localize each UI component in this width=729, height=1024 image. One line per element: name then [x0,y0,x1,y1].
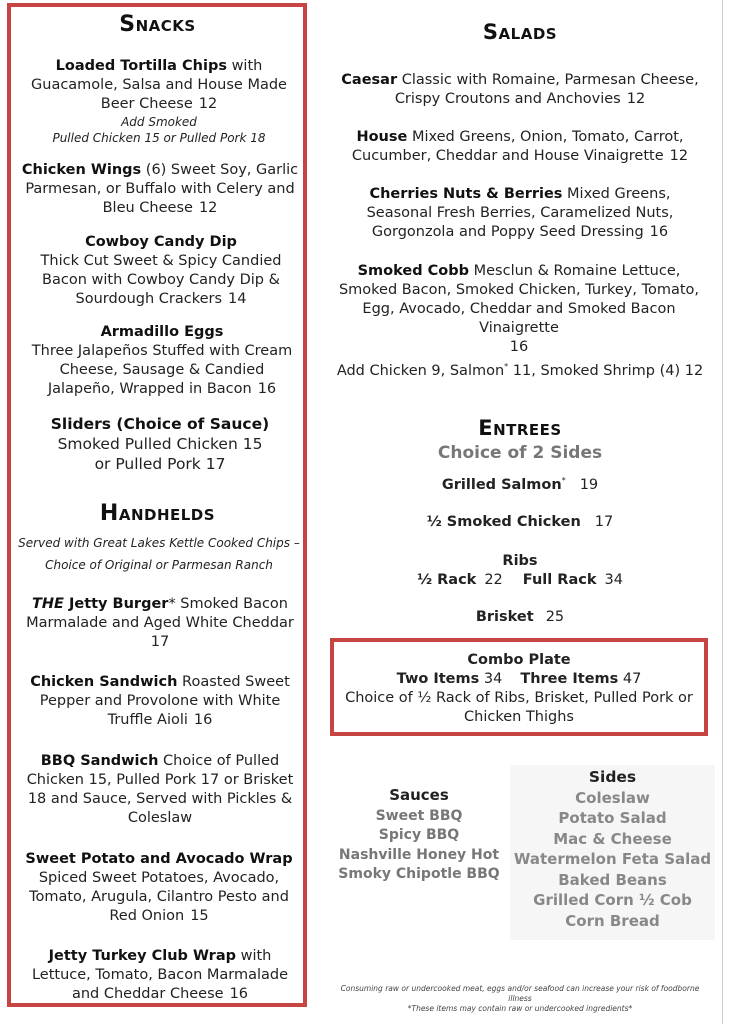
salads-title: Salads [482,20,558,44]
menu-item-caesar [335,71,705,109]
menu-item-chicken-sandwich [22,673,298,730]
salad-addons [330,357,710,381]
item-desc: or Pulled Pork 17 [94,455,226,473]
disclaimer-line: Consuming raw or undercooked meat, eggs and/or seafood can increase your risk of foodborne illness [340,984,700,1003]
menu-item-loaded-tortilla-chips [18,57,300,146]
item-name: Chicken Sandwich [30,674,178,690]
item-desc: Choice of Pulled Chicken 15, Pulled Pork 17 or Brisket 18 and Sauce, Served with Pickles & Coleslaw [26,753,294,826]
item-price: 25 [545,609,565,625]
item-name: Armadillo Eggs [100,324,224,340]
ribs-full-price: 34 [604,572,623,588]
subtitle-line: Served with Great Lakes Kettle Cooked Chips – [18,536,300,550]
item-name: Smoked Cobb [357,263,470,279]
side-item: Baked Beans [558,870,667,889]
item-name: Loaded Tortilla Chips [55,58,227,74]
item-price: 16 [649,224,669,240]
item-price: 14 [228,291,247,307]
entree-smoked-chicken [330,514,710,530]
item-name: Chicken Wings [21,162,142,178]
sauce-item: Smoky Chipotle BBQ [338,866,500,882]
item-star: * [168,596,176,612]
item-price: 15 [190,908,209,924]
item-note: Add Smoked [121,115,197,129]
entree-ribs [330,552,710,590]
item-price: 17 [150,634,170,650]
sauces-list [338,786,500,885]
item-price: 16 [257,381,277,397]
item-name: Sweet Potato and Avocado Wrap [25,851,293,867]
menu-item-jetty-burger [20,595,300,652]
item-price: 17 [594,514,614,530]
disclaimer-line: *These items may contain raw or undercooked ingredients* [407,1004,633,1013]
page-edge-divider [722,0,723,1024]
item-desc: Mixed Greens, Onion, Tomato, Carrot, Cucumber, Cheddar and House Vinaigrette [351,129,684,164]
item-name: Sliders (Choice of Sauce) [50,415,270,433]
item-price: 12 [198,96,218,112]
menu-item-sliders [20,414,300,474]
item-price: 16 [229,986,249,1002]
item-desc: Roasted Sweet Pepper and Provolone with White Truffle Aioli [39,674,290,728]
item-desc: Mixed Greens, Seasonal Fresh Berries, Caramelized Nuts, Gorgonzola and Poppy Seed Dressing [366,186,674,240]
sauce-item: Spicy BBQ [378,827,460,843]
menu-item-chicken-wings [20,161,300,218]
entrees-subtitle: Choice of 2 Sides [437,443,603,463]
ribs-full: Full Rack [522,572,597,588]
handhelds-title: Handhelds [99,501,216,526]
menu-item-cowboy-candy-dip [26,233,296,309]
item-price: 19 [579,476,599,493]
menu-item-sweet-potato-wrap [18,850,300,926]
side-item: Watermelon Feta Salad [513,850,712,868]
entrees-title: Entrees [478,416,562,440]
item-desc: Mesclun & Romaine Lettuce, Smoked Bacon, Smoked Chicken, Turkey, Tomato, Egg, Avocado, Cheddar and Smoked Bacon Vinaigrette [338,263,700,336]
item-prefix: THE [31,596,64,612]
combo-three-price: 47 [622,671,642,687]
side-item: Grilled Corn ½ Cob [533,891,692,909]
item-note: Pulled Chicken 15 or Pulled Pork 18 [52,131,266,145]
combo-three-items: Three Items [520,671,619,687]
sauce-item: Sweet BBQ [375,807,463,824]
menu-item-bbq-sandwich [20,752,300,828]
addons-star: * [504,362,509,371]
item-desc: (6) Sweet Soy, Garlic Parmesan, or Buffalo with Celery and Bleu Cheese [25,162,299,216]
item-name: Jetty Turkey Club Wrap [48,948,236,964]
item-name: Jetty Burger [63,596,169,612]
handhelds-subtitle [15,532,303,576]
ribs-half: ½ Rack [417,572,477,588]
item-price: 12 [626,91,646,107]
menu-item-smoked-cobb [330,262,708,357]
menu-item-house-salad [337,128,703,166]
item-name: House [356,129,408,145]
subtitle-line: Choice of Original or Parmesan Ranch [45,558,273,572]
disclaimer [340,984,700,1014]
item-price: 16 [509,339,529,355]
combo-plate-box [330,638,708,736]
menu-item-jetty-turkey-club [20,947,300,1004]
sides-list [510,767,715,931]
item-desc: with Guacamole, Salsa and House Made Beer Cheese [31,58,287,112]
item-price: 12 [198,200,218,216]
side-item: Potato Salad [558,809,667,827]
addons-text: 11, Smoked Shrimp (4) 12 [508,362,704,379]
ribs-half-price: 22 [484,572,503,588]
item-name: Cherries Nuts & Berries [369,186,563,202]
item-name: Caesar [341,72,398,88]
snacks-title: Snacks [119,12,196,37]
item-desc: Classic with Romaine, Parmesan Cheese, Crispy Croutons and Anchovies [394,72,699,107]
addons-text: Add Chicken 9, Salmon [336,362,505,379]
entree-brisket [330,609,710,625]
item-desc: Thick Cut Sweet & Spicy Candied Bacon with Cowboy Candy Dip & Sourdough Crackers [40,253,282,307]
item-name: ½ Smoked Chicken [426,514,581,530]
item-name: Cowboy Candy Dip [85,234,237,250]
item-price: 16 [193,712,213,728]
menu-item-cherries-nuts-berries [335,185,705,242]
item-price: 12 [669,148,689,164]
combo-two-price: 34 [483,671,503,687]
combo-two-items: Two Items [396,671,480,687]
menu-item-armadillo-eggs [24,323,300,399]
item-desc: Spiced Sweet Potatoes, Avocado, Tomato, Arugula, Cilantro Pesto and Red Onion [29,870,289,924]
entree-grilled-salmon [330,476,710,493]
item-desc: with Lettuce, Tomato, Bacon Marmalade and Cheddar Cheese [31,948,289,1002]
item-star: * [561,476,566,485]
item-name: Grilled Salmon [441,476,562,493]
item-desc: Smoked Pulled Chicken 15 [57,435,263,453]
side-item: Mac & Cheese [553,829,672,848]
item-name: BBQ Sandwich [40,753,159,769]
sides-title: Sides [588,768,637,786]
item-name: Brisket [475,609,534,625]
side-item: Coleslaw [575,788,650,807]
sauces-title: Sauces [389,786,449,804]
item-name: Ribs [502,553,538,569]
item-desc: Smoked Bacon Marmalade and Aged White Cheddar [26,596,294,631]
item-desc: Three Jalapeños Stuffed with Cream Cheese, Sausage & Candied Jalapeño, Wrapped in Bacon [31,343,293,397]
sauce-item: Nashville Honey Hot [338,846,500,863]
combo-title: Combo Plate [467,652,571,668]
side-item: Corn Bread [565,911,660,930]
combo-desc: Choice of ½ Rack of Ribs, Brisket, Pulled Pork or Chicken Thighs [345,690,693,725]
